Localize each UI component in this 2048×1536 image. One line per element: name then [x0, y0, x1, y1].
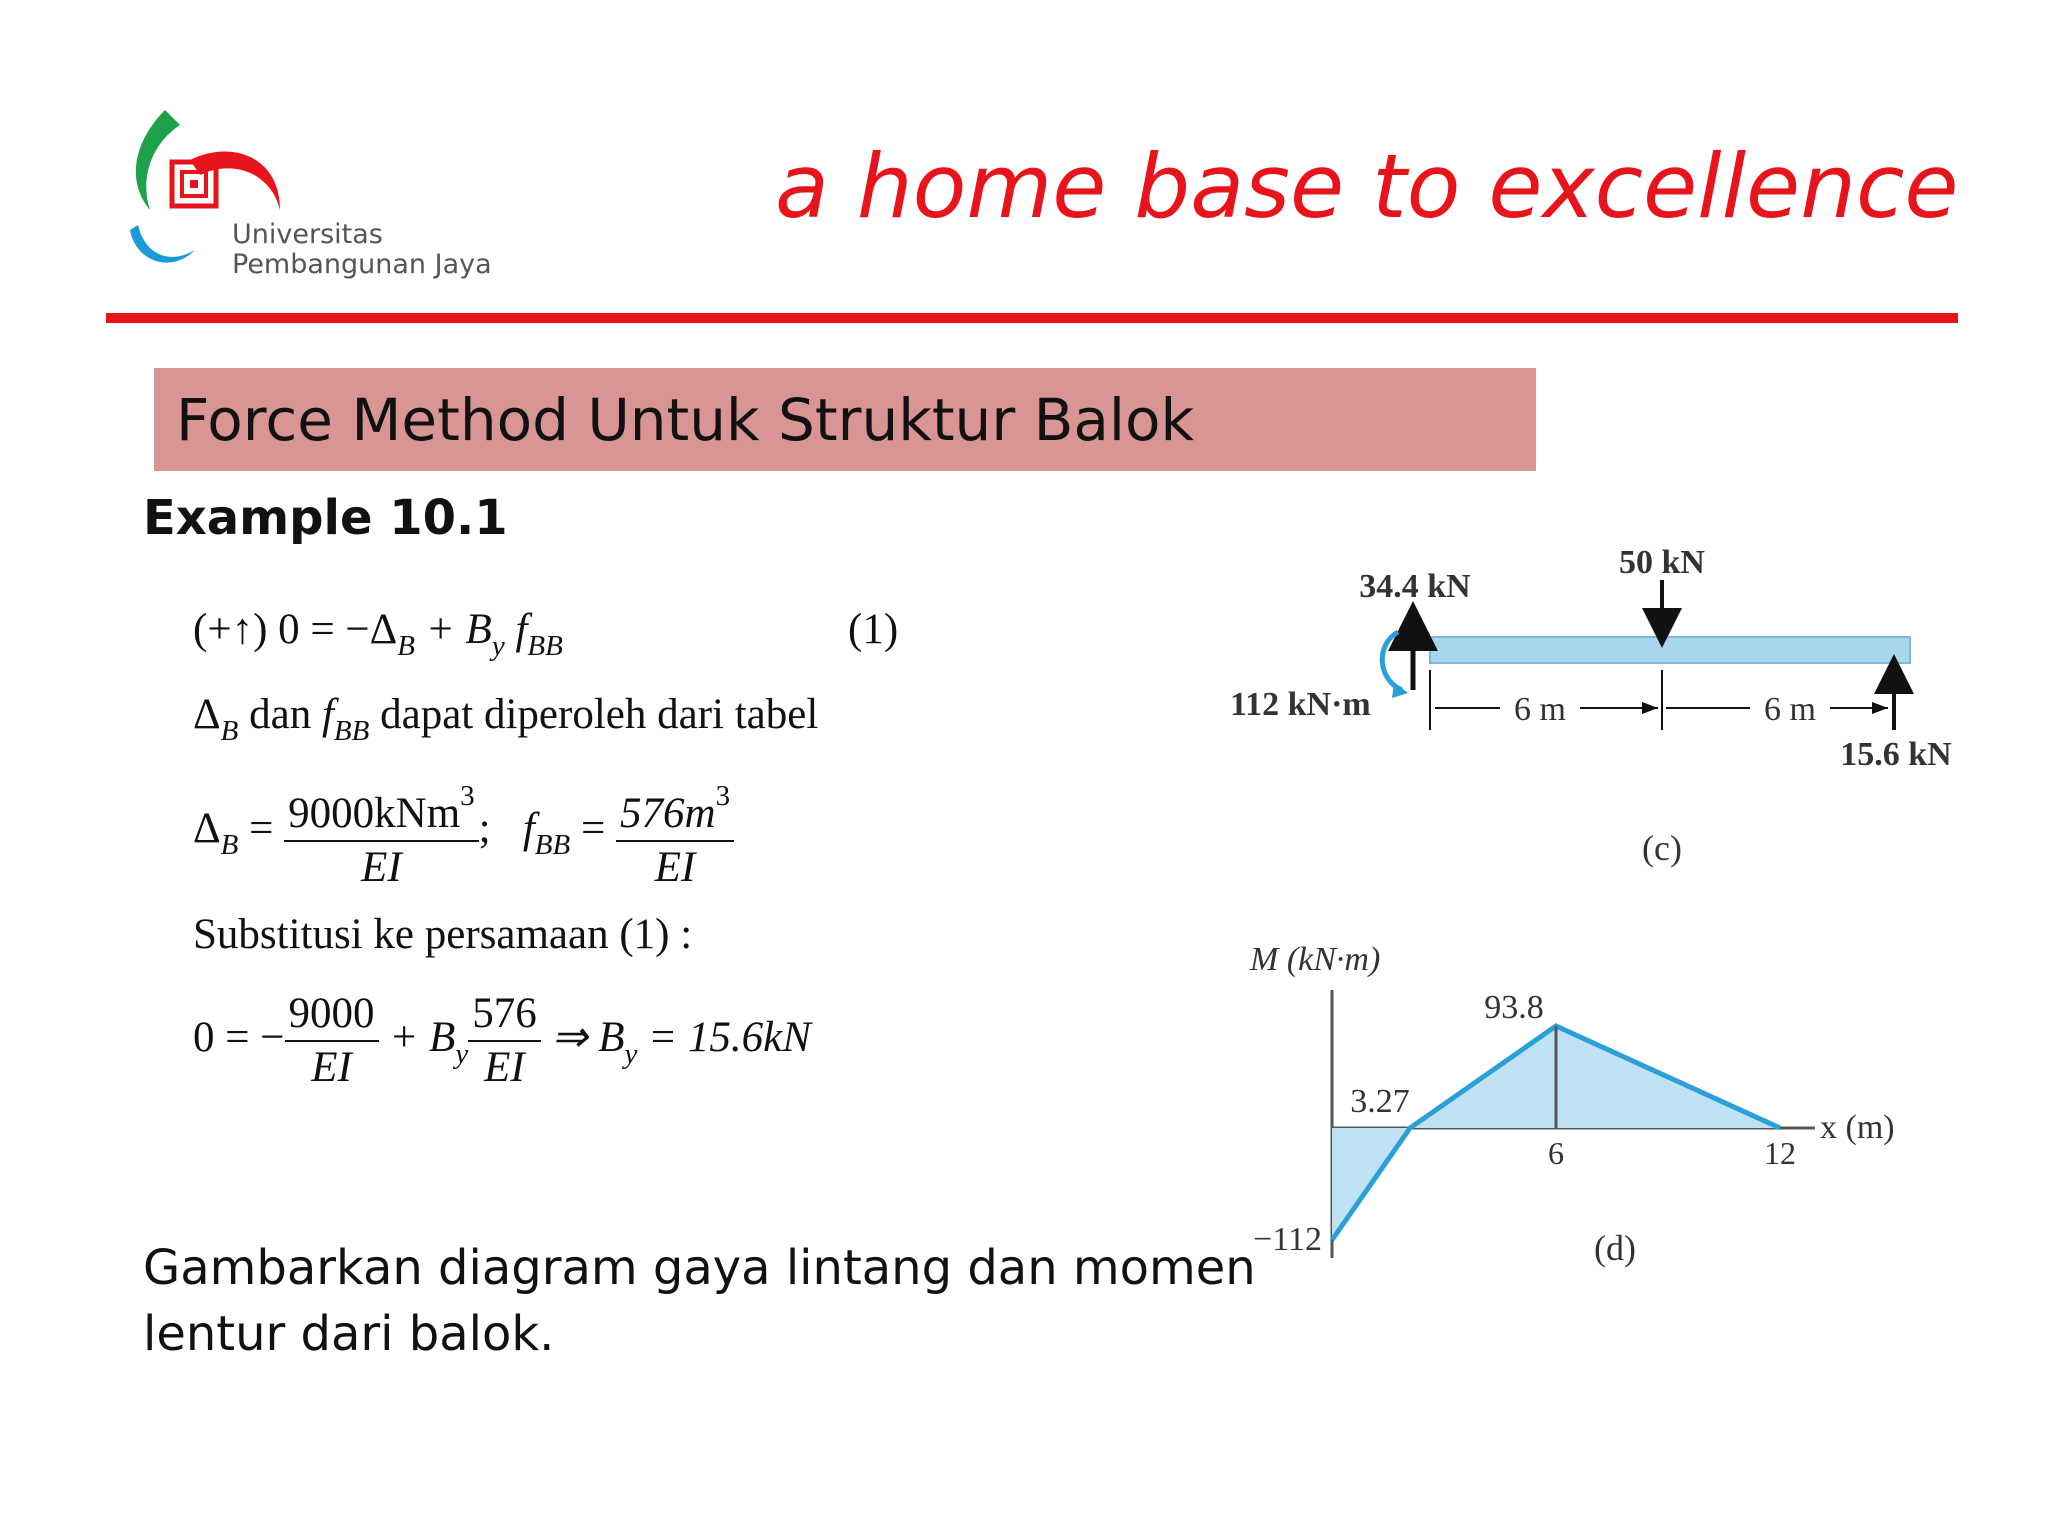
- final-fraction-1: [285, 988, 379, 1094]
- fbb-sub: BB: [534, 828, 571, 861]
- final-value: = 15.6kN: [637, 1013, 811, 1061]
- fbb-cube: 3: [715, 780, 731, 812]
- x-tick-6: 6: [1548, 1135, 1564, 1171]
- x-tick-12: 12: [1764, 1135, 1796, 1171]
- annotation-zero-cross: 3.27: [1350, 1083, 1410, 1120]
- final-result: ⇒ B: [551, 1013, 625, 1061]
- equation-note: [193, 690, 818, 748]
- moment-diagram: [1220, 940, 1980, 1300]
- final-num1: 9000: [285, 988, 379, 1042]
- span1-label: 6 m: [1514, 691, 1566, 728]
- slide-title: Force Method Untuk Struktur Balok: [176, 386, 1195, 454]
- deltab-num: 9000kNm: [288, 790, 461, 837]
- y-axis-label: M (kN·m): [1250, 941, 1381, 978]
- eq1-f: f: [504, 606, 528, 653]
- final-zero: 0 = −: [193, 1013, 285, 1061]
- slide-title-box: [154, 368, 1536, 471]
- logo-line2: Pembangunan Jaya: [232, 249, 492, 280]
- example-heading: Example 10.1: [143, 490, 508, 546]
- equation-deltas: [193, 770, 734, 894]
- load-50-label: 50 kN: [1619, 544, 1705, 581]
- final-fraction-2: [468, 988, 541, 1094]
- beam-diagram: [1220, 540, 2000, 870]
- beam: [1430, 637, 1910, 663]
- final-sub-y: y: [455, 1037, 469, 1070]
- span2-label: 6 m: [1764, 691, 1816, 728]
- tagline: a home base to excellence: [775, 135, 1959, 238]
- note-f: f: [321, 691, 334, 738]
- moment-caption: (d): [1594, 1228, 1636, 1268]
- final-equation: [193, 988, 811, 1094]
- final-den1: EI: [311, 1044, 352, 1091]
- fbb-lhs: f: [522, 804, 535, 852]
- fbb-num: 576m: [620, 790, 716, 837]
- deltab-cube: 3: [460, 780, 475, 812]
- semicolon: ;: [478, 804, 491, 852]
- task-prompt-line2: lentur dari balok.: [143, 1306, 555, 1362]
- final-num2: 576: [468, 988, 541, 1042]
- eq1-mid: + B: [415, 606, 492, 653]
- right-reaction-label: 15.6 kN: [1840, 736, 1952, 773]
- eq1-sub-bb: BB: [527, 630, 563, 662]
- note-rest: dapat diperoleh dari tabel: [369, 691, 819, 738]
- note-sub-bb: BB: [333, 715, 370, 747]
- x-axis-label: x (m): [1820, 1109, 1895, 1146]
- annotation-max: 93.8: [1484, 989, 1544, 1026]
- task-prompt-line1: Gambarkan diagram gaya lintang dan momen: [143, 1240, 1256, 1296]
- university-logo: [120, 100, 510, 290]
- deltab-lhs: Δ: [193, 804, 221, 852]
- task-prompt: [143, 1235, 1256, 1367]
- eq1-sub-b: B: [397, 630, 416, 662]
- deltab-fraction: [284, 770, 479, 894]
- fbb-fraction: [616, 770, 734, 894]
- left-moment-label: 112 kN·m: [1230, 686, 1371, 723]
- moment-arc-icon: [1382, 632, 1402, 690]
- fbb-den: EI: [654, 844, 696, 891]
- left-reaction-label: 34.4 kN: [1359, 568, 1471, 605]
- final-plus-b: + B: [389, 1013, 456, 1061]
- annotation-min: −112: [1253, 1221, 1322, 1258]
- substitution-text: Substitusi ke persamaan (1) :: [193, 911, 693, 958]
- note-dan: dan: [238, 691, 322, 738]
- beam-caption: (c): [1642, 828, 1682, 868]
- equation-1-number: (1): [848, 606, 899, 653]
- header-divider: [106, 313, 1958, 323]
- logo-line1: Universitas: [232, 219, 383, 250]
- deltab-sub: B: [220, 828, 239, 861]
- eq1-sub-y: y: [491, 630, 505, 662]
- note-delta: Δ: [193, 691, 221, 738]
- eq1-prefix: (+↑) 0 = −Δ: [193, 606, 398, 653]
- deltab-den: EI: [361, 844, 402, 891]
- equation-1: [193, 605, 563, 663]
- equals-1: =: [249, 804, 274, 852]
- final-sub-y2: y: [624, 1037, 638, 1070]
- note-sub-b: B: [220, 715, 239, 747]
- equals-2: =: [580, 804, 606, 852]
- final-den2: EI: [484, 1044, 525, 1091]
